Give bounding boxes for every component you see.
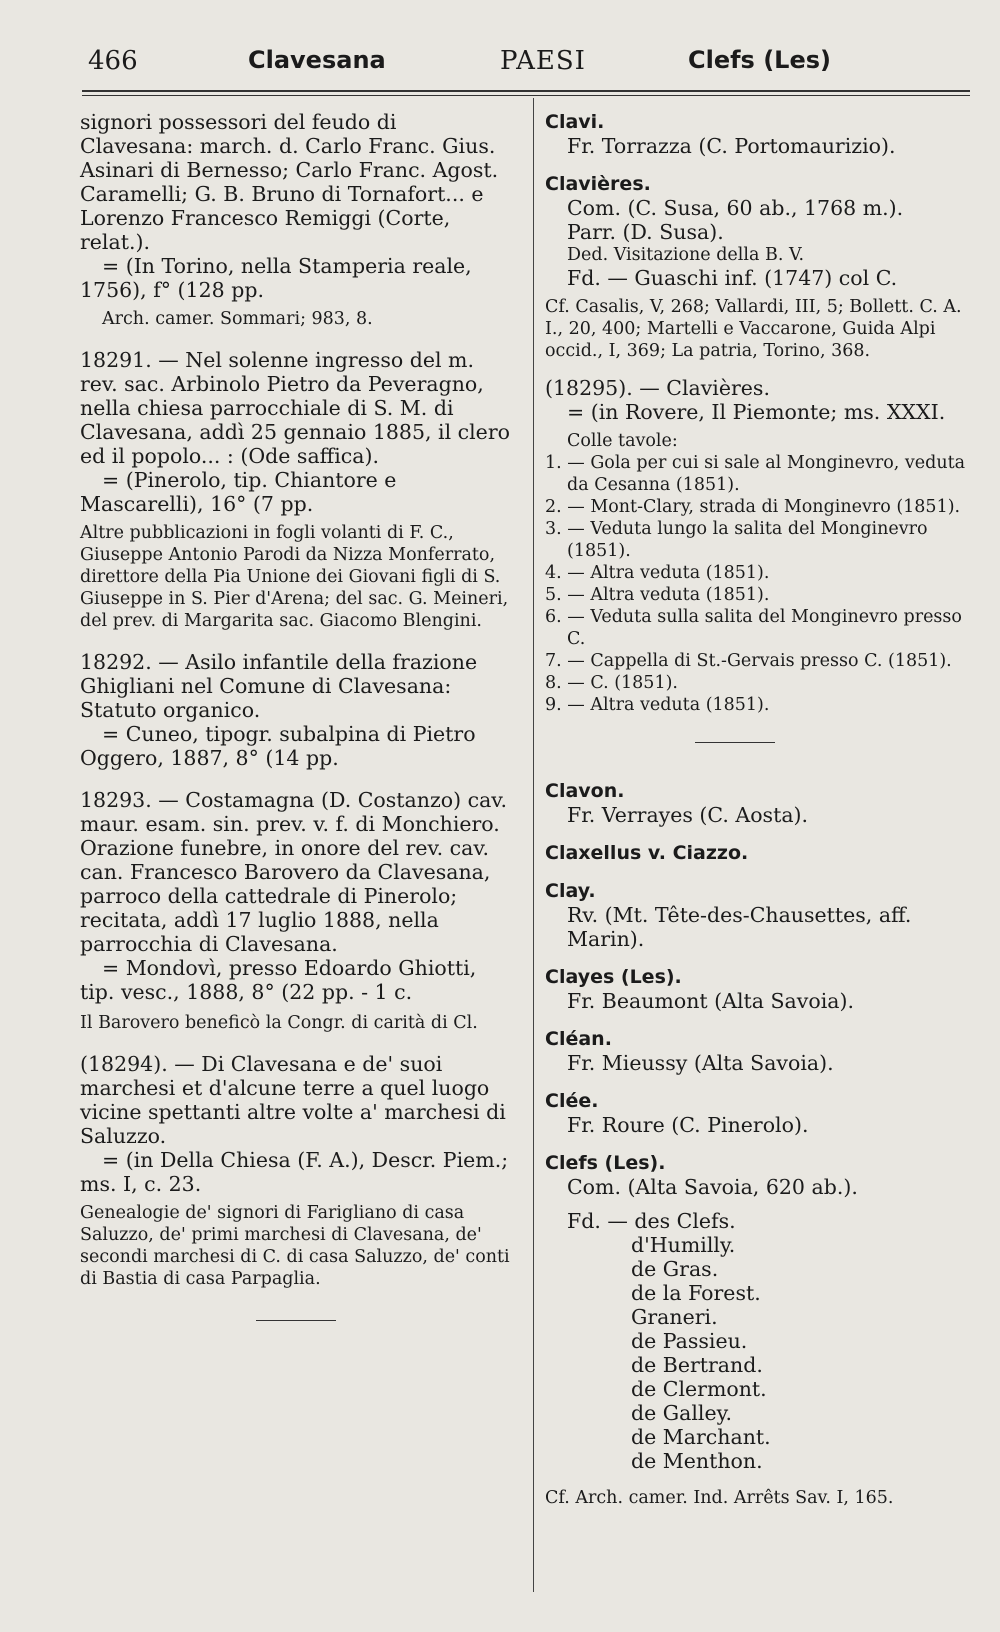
entry-18295-publication: = (in Rovere, Il Piemonte; ms. XXXI. <box>567 400 946 424</box>
clayes-line: Fr. Beaumont (Alta Savoia). <box>567 989 854 1013</box>
header-rule-thin <box>82 95 970 96</box>
left-column <box>80 110 512 1321</box>
intro-note: Arch. camer. Sommari; 983, 8. <box>102 309 373 329</box>
clee-line: Fr. Roure (C. Pinerolo). <box>567 1113 809 1137</box>
plate-item: 6. — Veduta sulla salita del Monginevro presso C. <box>545 607 962 649</box>
entry-18294: (18294). — Di Clavesana e de' suoi marchesi et d'alcune terre a quel luogo vicine spettanti altre volte a' marchesi di Saluzzo. <box>80 1052 506 1148</box>
entry-18292-publication: = Cuneo, tipogr. subalpina di Pietro Oggero, 1887, 8° (14 pp. <box>80 722 476 770</box>
section-separator <box>695 742 775 743</box>
plate-item: 7. — Cappella di St.-Gervais presso C. (1851). <box>545 651 952 671</box>
heading-clavon: Clavon. <box>545 780 625 802</box>
entry-18291-publication: = (Pinerolo, tip. Chiantore e Mascarelli), 16° (7 pp. <box>80 468 397 516</box>
entry-18291: 18291. — Nel solenne ingresso del m. rev. sac. Arbinolo Pietro da Peveragno, nella chiesa parrocchiale di S. M. di Clavesana, addì 25 gennaio 1885, il clero ed il popolo... : (Ode saffica). <box>80 348 510 468</box>
clefs-cf: Cf. Arch. camer. Ind. Arrêts Sav. I, 165. <box>545 1488 894 1508</box>
heading-claxellus: Claxellus v. Ciazzo. <box>545 842 749 864</box>
entry-18294-publication: = (in Della Chiesa (F. A.), Descr. Piem.; ms. I, c. 23. <box>80 1148 509 1196</box>
running-header <box>88 40 960 86</box>
section-separator <box>256 1320 336 1321</box>
clavieres-fd: Fd. — Guaschi inf. (1747) col C. <box>567 266 898 290</box>
fd-first: Fd. — des Clefs. <box>567 1209 736 1233</box>
entry-18293-note: Il Barovero beneficò la Congr. di carità di Cl. <box>80 1013 478 1033</box>
intro-text: signori possessori del feudo di Clavesana: march. d. Carlo Franc. Gius. Asinari di Bernesso; Carlo Franc. Agost. Caramelli; G. B. Bruno di Tornafort... e Lorenzo Francesco Remiggi (Corte, relat.). <box>80 110 499 254</box>
plate-item: 1. — Gola per cui si sale al Monginevro, veduta da Cesanna (1851). <box>545 453 966 495</box>
clean-line: Fr. Mieussy (Alta Savoia). <box>567 1051 834 1075</box>
heading-clayes: Clayes (Les). <box>545 966 682 988</box>
plates-list <box>545 452 975 716</box>
entry-18293-publication: = Mondovì, presso Edoardo Ghiotti, tip. vesc., 1888, 8° (22 pp. - 1 c. <box>80 956 477 1004</box>
heading-clean: Cléan. <box>545 1028 612 1050</box>
clavieres-parr: Parr. (D. Susa). <box>567 220 724 244</box>
clavieres-com: Com. (C. Susa, 60 ab., 1768 m.). <box>567 196 904 220</box>
fd-item: de Menthon. <box>631 1449 763 1473</box>
fd-item: de Galley. <box>631 1401 732 1425</box>
clavieres-ded: Ded. Visitazione della B. V. <box>567 245 805 265</box>
fd-item: de la Forest. <box>631 1281 761 1305</box>
intro-publication: = (In Torino, nella Stamperia reale, 1756), f° (128 pp. <box>80 254 472 302</box>
right-running-title: Clefs (Les) <box>688 46 831 74</box>
heading-clavi: Clavi. <box>545 111 605 133</box>
entry-18291-note: Altre pubblicazioni in fogli volanti di F. C., Giuseppe Antonio Parodi da Nizza Monferrato, direttore della Pia Unione dei Giovani figli di S. Giuseppe in S. Pier d'Arena; del sac. G. Meineri, del prev. di Margarita sac. Giacomo Blengini. <box>80 523 509 631</box>
heading-clee: Clée. <box>545 1090 599 1112</box>
plate-item: 3. — Veduta lungo la salita del Monginevro (1851). <box>545 519 928 561</box>
entry-18292: 18292. — Asilo infantile della frazione Ghigliani nel Comune di Clavesana: Statuto organico. <box>80 650 478 722</box>
clavieres-cf: Cf. Casalis, V, 268; Vallardi, III, 5; Bollett. C. A. I., 20, 400; Martelli e Vaccarone, Guida Alpi occid., I, 369; La patria, Torino, 368. <box>545 297 962 361</box>
plate-item: 2. — Mont-Clary, strada di Monginevro (1851). <box>545 497 961 517</box>
entry-18293: 18293. — Costamagna (D. Costanzo) cav. maur. esam. sin. prev. v. f. di Monchiero. Orazione funebre, in onore del rev. cav. can. Francesco Barovero da Clavesana, parroco della cattedrale di Pinerolo; recitata, addì 17 luglio 1888, nella parrocchia di Clavesana. <box>80 788 507 956</box>
fd-item: de Bertrand. <box>631 1353 763 1377</box>
clavon-line: Fr. Verrayes (C. Aosta). <box>567 803 809 827</box>
plate-item: 8. — C. (1851). <box>545 673 678 693</box>
clay-line: Rv. (Mt. Tête-des-Chausettes, aff. Marin). <box>567 903 912 951</box>
fd-item: de Clermont. <box>631 1377 767 1401</box>
heading-clavieres: Clavières. <box>545 173 651 195</box>
plate-item: 5. — Altra veduta (1851). <box>545 585 770 605</box>
entry-18295-colle: Colle tavole: <box>567 431 678 451</box>
heading-clay: Clay. <box>545 880 596 902</box>
column-divider <box>533 98 534 1592</box>
center-running-title: PAESI <box>500 46 586 76</box>
plate-item: 4. — Altra veduta (1851). <box>545 563 770 583</box>
entry-18295: (18295). — Clavières. <box>545 376 770 400</box>
fd-item: de Gras. <box>631 1257 719 1281</box>
heading-clefs: Clefs (Les). <box>545 1152 666 1174</box>
fd-item: de Passieu. <box>631 1329 748 1353</box>
fd-item: de Marchant. <box>631 1425 771 1449</box>
left-running-title: Clavesana <box>248 46 386 74</box>
plate-item: 9. — Altra veduta (1851). <box>545 695 770 715</box>
right-column <box>545 110 975 1509</box>
entry-18294-note: Genealogie de' signori di Farigliano di casa Saluzzo, de' primi marchesi di Clavesana, de' secondi marchesi di C. di casa Saluzzo, de' conti di Bastia di casa Parpaglia. <box>80 1203 510 1289</box>
header-rule <box>82 90 970 92</box>
clefs-fd-list <box>545 1209 975 1473</box>
fd-item: Graneri. <box>631 1305 718 1329</box>
clefs-com: Com. (Alta Savoia, 620 ab.). <box>567 1175 858 1199</box>
page-number: 466 <box>88 46 138 76</box>
fd-item: d'Humilly. <box>631 1233 736 1257</box>
clavi-line: Fr. Torrazza (C. Portomaurizio). <box>567 134 896 158</box>
